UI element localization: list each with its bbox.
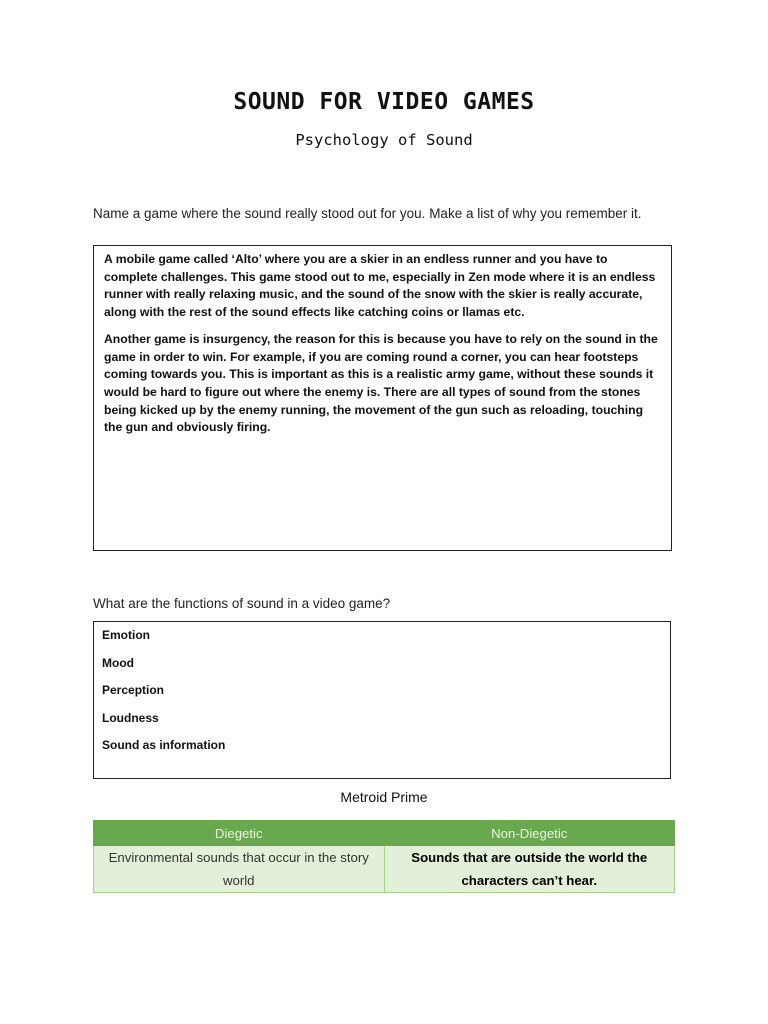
table-caption: Metroid Prime <box>340 789 428 805</box>
function-item: Loudness <box>102 710 159 725</box>
header-non-diegetic: Non-Diegetic <box>384 821 675 846</box>
diegetic-table <box>93 820 675 893</box>
answer-box-functions <box>93 621 671 779</box>
function-item: Emotion <box>102 628 150 642</box>
question-sound-functions: What are the functions of sound in a video game? <box>93 596 391 611</box>
cell-diegetic: Environmental sounds that occur in the story world <box>94 846 385 893</box>
page-title: SOUND FOR VIDEO GAMES <box>233 89 535 115</box>
answer-box-game-sound <box>93 245 672 551</box>
table-header-row <box>94 821 675 846</box>
answer-paragraph: A mobile game called ‘Alto’ where you are a skier in an endless runner and you have to complete challenges. This game stood out to me, especially in Zen mode where it is an endless runner with really relaxing music, and the sound of the snow with the skier is really accurate, along with the rest of the sound effects like catching coins or llamas etc. <box>104 252 656 320</box>
question-favorite-game-sound: Name a game where the sound really stood out for you. Make a list of why you remember it. <box>93 206 642 221</box>
answer-paragraph: Another game is insurgency, the reason for this is because you have to rely on the sound in the game in order to win. For example, if you are coming round a corner, you can hear footsteps coming towards you. This is important as this is a realistic army game, without these sounds it would be hard to figure out where the enemy is. There are all types of sound from the stones being kicked up by the enemy running, the movement of the gun such as reloading, touching the gun and obviously firing. <box>104 331 658 435</box>
table-row <box>94 846 675 893</box>
function-item: Mood <box>102 655 134 670</box>
function-item: Perception <box>102 683 165 697</box>
page-subtitle: Psychology of Sound <box>295 131 473 149</box>
function-item: Sound as information <box>102 738 226 752</box>
cell-non-diegetic: Sounds that are outside the world the characters can’t hear. <box>384 846 675 893</box>
header-diegetic: Diegetic <box>94 821 385 846</box>
